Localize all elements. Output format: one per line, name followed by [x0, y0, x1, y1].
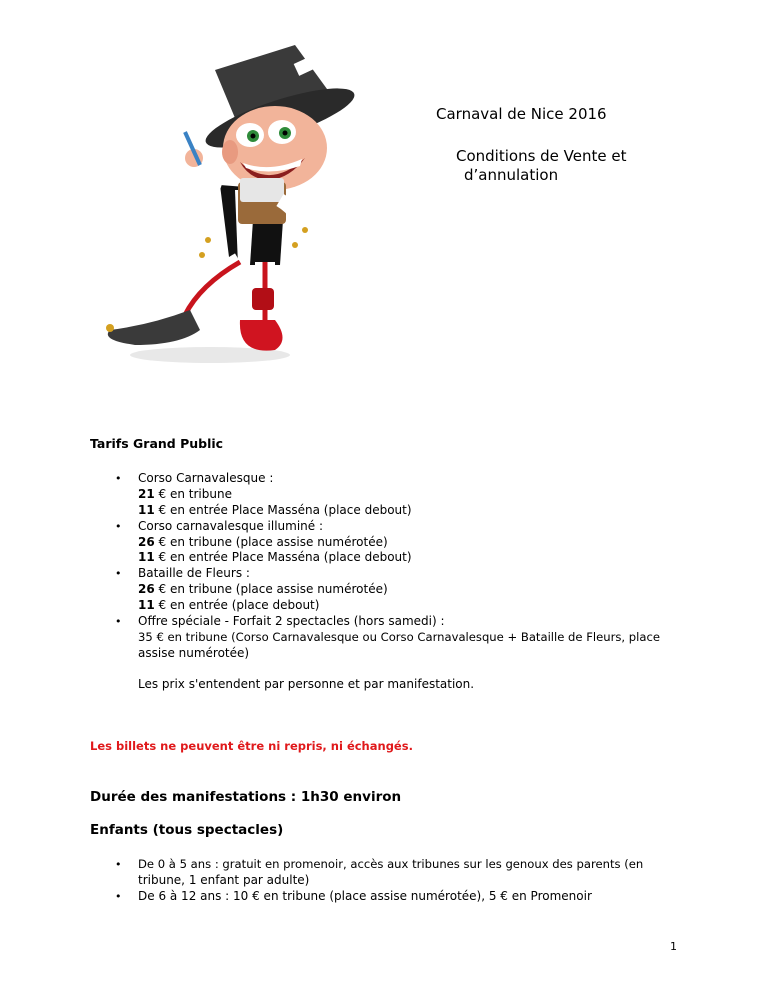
bullet-icon: •: [115, 567, 122, 580]
tarifs-heading: Tarifs Grand Public: [90, 436, 224, 451]
carnival-jester-mascot-icon: [90, 40, 355, 370]
bullet-icon: •: [115, 858, 122, 871]
bullet-icon: •: [115, 520, 122, 533]
tarif-line: 21 € en tribune: [138, 487, 232, 501]
tarif-line: 26 € en tribune (place assise numérotée): [138, 535, 388, 549]
children-heading: Enfants (tous spectacles): [90, 822, 284, 838]
tarif-item-label: Corso carnavalesque illuminé :: [138, 519, 324, 533]
tarif-line: assise numérotée): [138, 646, 250, 660]
tarif-line: 11 € en entrée Place Masséna (place debout): [138, 503, 412, 517]
tarif-line: 11 € en entrée (place debout): [138, 598, 320, 612]
tarif-item-label: Corso Carnavalesque :: [138, 471, 274, 485]
tarif-line: 35 € en tribune (Corso Carnavalesque ou Corso Carnavalesque + Bataille de Fleurs, place: [138, 630, 660, 644]
tarif-item-label: Bataille de Fleurs :: [138, 566, 250, 580]
warning-text: Les billets ne peuvent être ni repris, ni échangés.: [90, 739, 413, 753]
page-number: 1: [670, 940, 677, 953]
document-subtitle-line1: Conditions de Vente et: [456, 147, 627, 165]
children-item: tribune, 1 enfant par adulte): [138, 873, 310, 887]
document-title: Carnaval de Nice 2016: [436, 105, 607, 123]
bullet-icon: •: [115, 615, 122, 628]
tarif-line: 26 € en tribune (place assise numérotée): [138, 582, 388, 596]
duration-heading: Durée des manifestations : 1h30 environ: [90, 789, 402, 805]
tarif-line: 11 € en entrée Place Masséna (place debout): [138, 550, 412, 564]
bullet-icon: •: [115, 890, 122, 903]
children-item: De 0 à 5 ans : gratuit en promenoir, accès aux tribunes sur les genoux des parents (en: [138, 857, 644, 871]
children-item: De 6 à 12 ans : 10 € en tribune (place assise numérotée), 5 € en Promenoir: [138, 889, 592, 903]
document-subtitle-line2: d’annulation: [464, 166, 559, 184]
bullet-icon: •: [115, 472, 122, 485]
tarif-item-label: Offre spéciale - Forfait 2 spectacles (hors samedi) :: [138, 614, 445, 628]
price-note: Les prix s'entendent par personne et par manifestation.: [138, 677, 475, 691]
